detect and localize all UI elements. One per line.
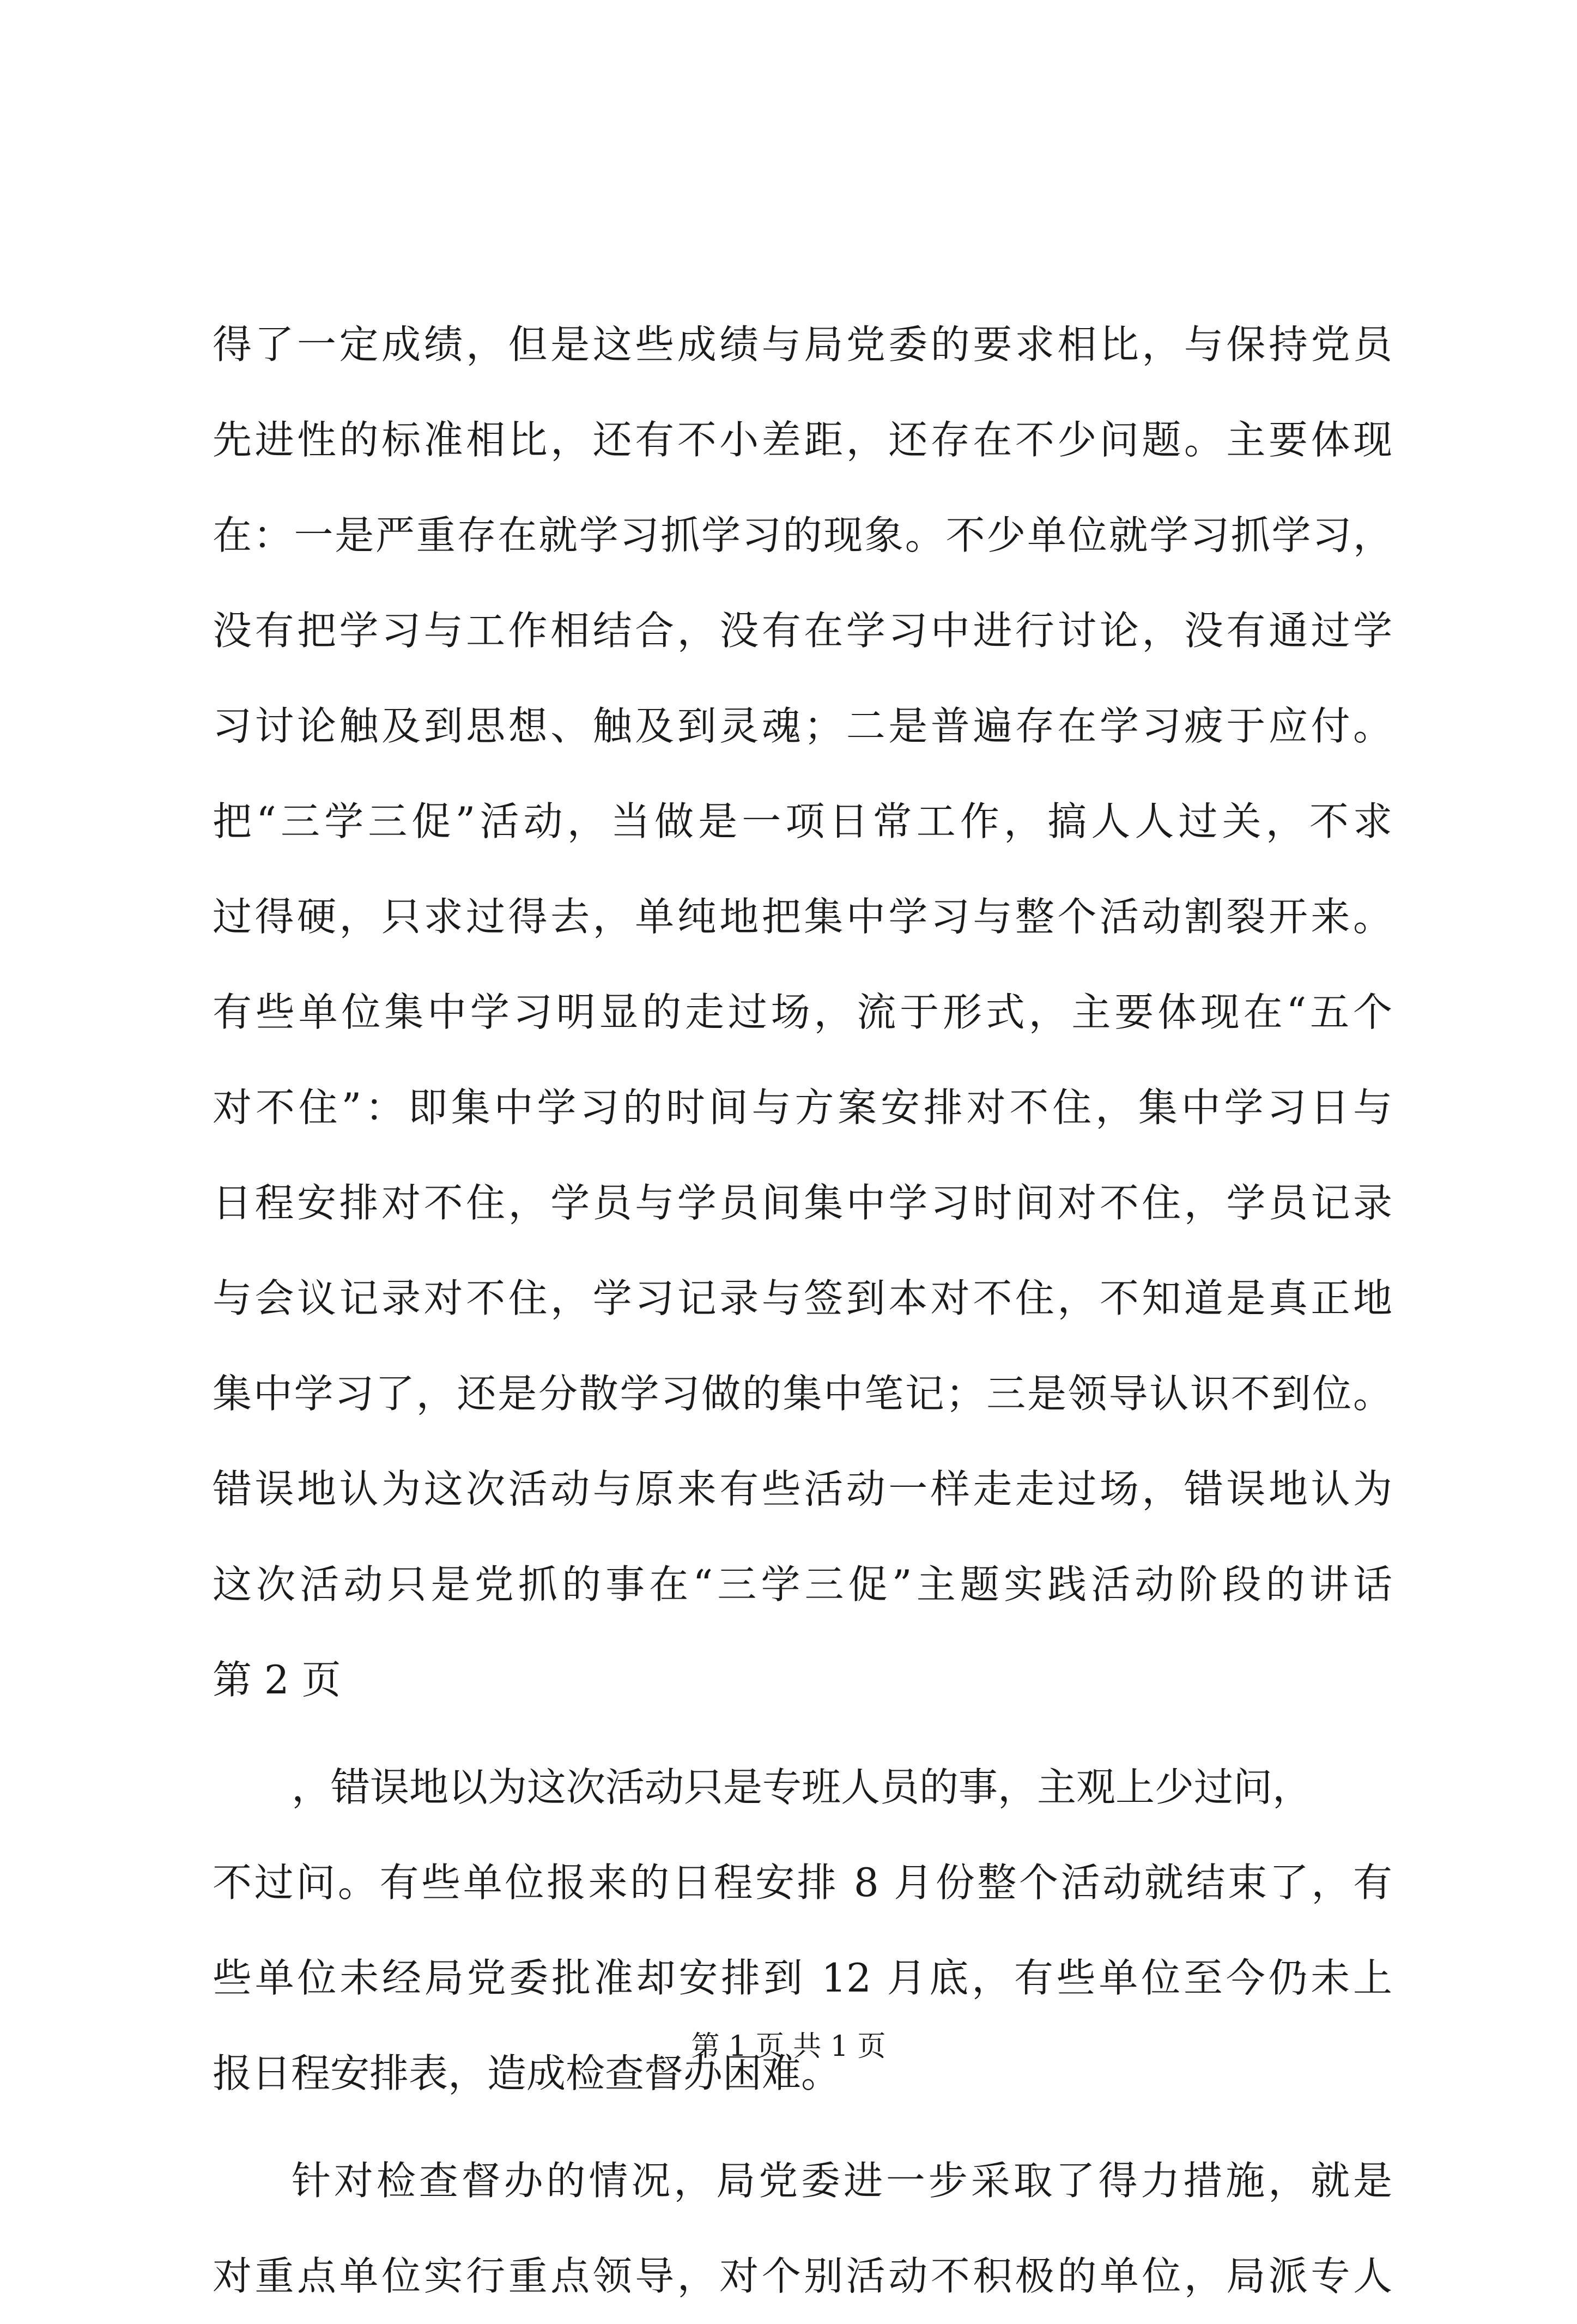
text-line: 些单位未经局党委批准却安排到 12 月底，有些单位至今仍未上 — [213, 1955, 1392, 2001]
text-line: 在：一是严重存在就学习抓学习的现象。不少单位就学习抓学习， — [213, 512, 1392, 558]
text-line: 习讨论触及到思想、触及到灵魂；二是普遍存在学习疲于应付。 — [213, 703, 1392, 749]
text-line: 得了一定成绩，但是这些成绩与局党委的要求相比，与保持党员 — [213, 322, 1392, 367]
text-line: 针对检查督办的情况，局党委进一步采取了得力措施，就是 — [292, 2158, 1392, 2204]
text-line: 集中学习了，还是分散学习做的集中笔记；三是领导认识不到位。 — [213, 1371, 1392, 1417]
text-line: 没有把学习与工作相结合，没有在学习中进行讨论，没有通过学 — [213, 608, 1392, 653]
text-line: 不过问。有些单位报来的日程安排 8 月份整个活动就结束了，有 — [213, 1860, 1392, 1905]
text-line: 日程安排对不住，学员与学员间集中学习时间对不住，学员记录 — [213, 1180, 1392, 1226]
text-line: 与会议记录对不住，学习记录与签到本对不住，不知道是真正地 — [213, 1275, 1392, 1321]
document-body — [213, 297, 1392, 2324]
page-footer: 第 1 页 共 1 页 — [691, 2030, 886, 2063]
text-line: 过得硬，只求过得去，单纯地把集中学习与整个活动割裂开来。 — [213, 894, 1392, 940]
text-line: 这次活动只是党抓的事在“三学三促”主题实践活动阶段的讲话 — [213, 1562, 1392, 1607]
text-line: 错误地认为这次活动与原来有些活动一样走走过场，错误地认为 — [213, 1466, 1392, 1512]
inline-page-marker: 第 2 页 — [213, 1657, 341, 1703]
text-line: 有些单位集中学习明显的走过场，流于形式，主要体现在“五个 — [213, 989, 1392, 1035]
text-line: 对重点单位实行重点领导，对个别活动不积极的单位，局派专人 — [213, 2253, 1392, 2299]
text-line: 报日程安排表，造成检查督办困难。 — [213, 2050, 841, 2096]
text-line: ，错误地以为这次活动只是专班人员的事，主观上少过问， — [292, 1764, 1312, 1810]
text-line: 对不住”：即集中学习的时间与方案安排对不住，集中学习日与 — [213, 1085, 1392, 1130]
text-line: 先进性的标准相比，还有不小差距，还存在不少问题。主要体现 — [213, 417, 1392, 463]
text-line: 把“三学三促”活动，当做是一项日常工作，搞人人过关，不求 — [213, 798, 1392, 844]
